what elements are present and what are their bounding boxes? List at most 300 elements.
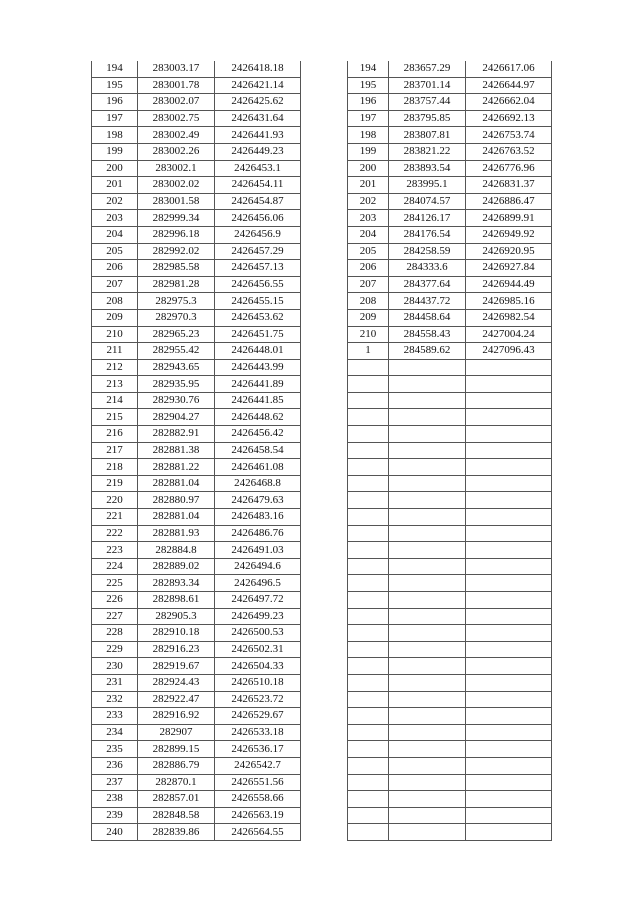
x-coordinate-cell: 284176.54 xyxy=(389,226,466,243)
point-number-cell xyxy=(348,791,389,808)
point-number-cell xyxy=(348,658,389,675)
y-coordinate-cell: 2426456.55 xyxy=(215,276,301,293)
x-coordinate-cell: 282882.91 xyxy=(138,426,215,443)
y-coordinate-cell: 2426927.84 xyxy=(466,260,552,277)
point-number-cell: 194 xyxy=(348,61,389,77)
x-coordinate-cell: 282881.93 xyxy=(138,525,215,542)
coordinate-table-right xyxy=(347,61,552,841)
x-coordinate-cell: 282884.8 xyxy=(138,542,215,559)
point-number-cell xyxy=(348,592,389,609)
table-row xyxy=(348,542,552,559)
x-coordinate-cell: 282881.38 xyxy=(138,442,215,459)
table-row xyxy=(92,807,301,824)
x-coordinate-cell xyxy=(389,791,466,808)
y-coordinate-cell: 2426920.95 xyxy=(466,243,552,260)
table-row xyxy=(348,558,552,575)
x-coordinate-cell xyxy=(389,359,466,376)
table-row xyxy=(92,459,301,476)
table-row xyxy=(348,426,552,443)
x-coordinate-cell: 282955.42 xyxy=(138,343,215,360)
table-row xyxy=(92,542,301,559)
point-number-cell xyxy=(348,475,389,492)
y-coordinate-cell: 2426454.11 xyxy=(215,177,301,194)
x-coordinate-cell: 282899.15 xyxy=(138,741,215,758)
y-coordinate-cell: 2426949.92 xyxy=(466,226,552,243)
table-row xyxy=(92,575,301,592)
x-coordinate-cell xyxy=(389,558,466,575)
x-coordinate-cell: 284458.64 xyxy=(389,309,466,326)
x-coordinate-cell: 284126.17 xyxy=(389,210,466,227)
x-coordinate-cell: 282904.27 xyxy=(138,409,215,426)
table-row xyxy=(348,376,552,393)
x-coordinate-cell xyxy=(389,426,466,443)
x-coordinate-cell: 283795.85 xyxy=(389,110,466,127)
table-row xyxy=(92,309,301,326)
point-number-cell xyxy=(348,359,389,376)
y-coordinate-cell xyxy=(466,575,552,592)
y-coordinate-cell: 2426496.5 xyxy=(215,575,301,592)
table-row xyxy=(92,708,301,725)
x-coordinate-cell: 282981.28 xyxy=(138,276,215,293)
y-coordinate-cell: 2426441.89 xyxy=(215,376,301,393)
y-coordinate-cell: 2426644.97 xyxy=(466,77,552,94)
table-row xyxy=(348,459,552,476)
point-number-cell: 205 xyxy=(348,243,389,260)
y-coordinate-cell: 2426418.18 xyxy=(215,61,301,77)
x-coordinate-cell xyxy=(389,625,466,642)
y-coordinate-cell xyxy=(466,741,552,758)
y-coordinate-cell: 2426491.03 xyxy=(215,542,301,559)
x-coordinate-cell: 283701.14 xyxy=(389,77,466,94)
point-number-cell: 211 xyxy=(92,343,138,360)
point-number-cell xyxy=(348,708,389,725)
y-coordinate-cell xyxy=(466,708,552,725)
x-coordinate-cell: 284589.62 xyxy=(389,343,466,360)
table-row xyxy=(92,94,301,111)
table-row xyxy=(92,674,301,691)
table-row xyxy=(92,276,301,293)
table-row xyxy=(348,409,552,426)
point-number-cell: 216 xyxy=(92,426,138,443)
y-coordinate-cell: 2426479.63 xyxy=(215,492,301,509)
y-coordinate-cell: 2426458.54 xyxy=(215,442,301,459)
x-coordinate-cell: 282881.04 xyxy=(138,509,215,526)
point-number-cell: 200 xyxy=(348,160,389,177)
x-coordinate-cell: 284333.6 xyxy=(389,260,466,277)
y-coordinate-cell: 2426425.62 xyxy=(215,94,301,111)
y-coordinate-cell: 2426457.29 xyxy=(215,243,301,260)
x-coordinate-cell: 282881.04 xyxy=(138,475,215,492)
point-number-cell: 238 xyxy=(92,791,138,808)
y-coordinate-cell: 2426776.96 xyxy=(466,160,552,177)
point-number-cell xyxy=(348,774,389,791)
point-number-cell: 203 xyxy=(348,210,389,227)
point-number-cell xyxy=(348,608,389,625)
y-coordinate-cell: 2426662.04 xyxy=(466,94,552,111)
y-coordinate-cell xyxy=(466,791,552,808)
y-coordinate-cell xyxy=(466,691,552,708)
table-row xyxy=(348,824,552,841)
table-row xyxy=(348,143,552,160)
x-coordinate-cell xyxy=(389,824,466,841)
point-number-cell: 240 xyxy=(92,824,138,841)
table-row xyxy=(348,177,552,194)
point-number-cell: 208 xyxy=(92,293,138,310)
point-number-cell xyxy=(348,558,389,575)
table-row xyxy=(348,293,552,310)
y-coordinate-cell: 2426456.9 xyxy=(215,226,301,243)
table-row xyxy=(348,658,552,675)
y-coordinate-cell: 2426692.13 xyxy=(466,110,552,127)
table-row xyxy=(348,77,552,94)
table-row xyxy=(348,210,552,227)
y-coordinate-cell xyxy=(466,459,552,476)
table-row xyxy=(348,791,552,808)
table-row xyxy=(92,260,301,277)
table-row xyxy=(348,724,552,741)
table-row xyxy=(348,343,552,360)
point-number-cell: 199 xyxy=(92,143,138,160)
point-number-cell xyxy=(348,575,389,592)
point-number-cell: 195 xyxy=(348,77,389,94)
point-number-cell: 237 xyxy=(92,774,138,791)
point-number-cell xyxy=(348,625,389,642)
point-number-cell: 228 xyxy=(92,625,138,642)
table-row xyxy=(348,226,552,243)
y-coordinate-cell xyxy=(466,475,552,492)
table-row xyxy=(92,177,301,194)
point-number-cell xyxy=(348,525,389,542)
point-number-cell xyxy=(348,542,389,559)
x-coordinate-cell: 282965.23 xyxy=(138,326,215,343)
y-coordinate-cell: 2426443.99 xyxy=(215,359,301,376)
table-row xyxy=(92,525,301,542)
y-coordinate-cell: 2426500.53 xyxy=(215,625,301,642)
y-coordinate-cell xyxy=(466,658,552,675)
table-row xyxy=(92,293,301,310)
point-number-cell: 220 xyxy=(92,492,138,509)
point-number-cell: 210 xyxy=(348,326,389,343)
point-number-cell: 197 xyxy=(348,110,389,127)
table-row xyxy=(348,61,552,77)
point-number-cell: 227 xyxy=(92,608,138,625)
x-coordinate-cell: 284074.57 xyxy=(389,193,466,210)
y-coordinate-cell xyxy=(466,376,552,393)
table-row xyxy=(92,691,301,708)
point-number-cell xyxy=(348,691,389,708)
x-coordinate-cell: 283001.58 xyxy=(138,193,215,210)
x-coordinate-cell: 282881.22 xyxy=(138,459,215,476)
y-coordinate-cell: 2426448.62 xyxy=(215,409,301,426)
x-coordinate-cell: 283995.1 xyxy=(389,177,466,194)
point-number-cell: 209 xyxy=(92,309,138,326)
point-number-cell xyxy=(348,757,389,774)
point-number-cell: 204 xyxy=(348,226,389,243)
y-coordinate-cell xyxy=(466,359,552,376)
table-row xyxy=(92,509,301,526)
x-coordinate-cell: 282898.61 xyxy=(138,592,215,609)
x-coordinate-cell: 283002.26 xyxy=(138,143,215,160)
x-coordinate-cell xyxy=(389,658,466,675)
table-row xyxy=(92,226,301,243)
point-number-cell: 230 xyxy=(92,658,138,675)
y-coordinate-cell: 2426449.23 xyxy=(215,143,301,160)
point-number-cell: 201 xyxy=(92,177,138,194)
y-coordinate-cell xyxy=(466,807,552,824)
y-coordinate-cell xyxy=(466,492,552,509)
x-coordinate-cell: 282905.3 xyxy=(138,608,215,625)
y-coordinate-cell: 2426944.49 xyxy=(466,276,552,293)
point-number-cell: 214 xyxy=(92,392,138,409)
x-coordinate-cell: 283001.78 xyxy=(138,77,215,94)
y-coordinate-cell xyxy=(466,824,552,841)
y-coordinate-cell xyxy=(466,409,552,426)
x-coordinate-cell xyxy=(389,525,466,542)
y-coordinate-cell: 2426753.74 xyxy=(466,127,552,144)
point-number-cell: 219 xyxy=(92,475,138,492)
table-row xyxy=(92,492,301,509)
table-row xyxy=(92,392,301,409)
table-row xyxy=(92,343,301,360)
table-row xyxy=(348,326,552,343)
y-coordinate-cell: 2426982.54 xyxy=(466,309,552,326)
point-number-cell: 202 xyxy=(348,193,389,210)
y-coordinate-cell: 2426453.62 xyxy=(215,309,301,326)
point-number-cell: 224 xyxy=(92,558,138,575)
point-number-cell xyxy=(348,409,389,426)
x-coordinate-cell: 282916.23 xyxy=(138,641,215,658)
x-coordinate-cell xyxy=(389,724,466,741)
x-coordinate-cell: 283002.02 xyxy=(138,177,215,194)
x-coordinate-cell xyxy=(389,409,466,426)
y-coordinate-cell xyxy=(466,592,552,609)
point-number-cell: 215 xyxy=(92,409,138,426)
x-coordinate-cell: 283002.49 xyxy=(138,127,215,144)
x-coordinate-cell: 283657.29 xyxy=(389,61,466,77)
y-coordinate-cell: 2426486.76 xyxy=(215,525,301,542)
table-row xyxy=(92,824,301,841)
x-coordinate-cell xyxy=(389,542,466,559)
x-coordinate-cell: 282992.02 xyxy=(138,243,215,260)
x-coordinate-cell xyxy=(389,741,466,758)
y-coordinate-cell: 2426536.17 xyxy=(215,741,301,758)
x-coordinate-cell: 282910.18 xyxy=(138,625,215,642)
x-coordinate-cell: 282924.43 xyxy=(138,674,215,691)
table-row xyxy=(348,575,552,592)
x-coordinate-cell xyxy=(389,774,466,791)
y-coordinate-cell: 2426533.18 xyxy=(215,724,301,741)
x-coordinate-cell: 282935.95 xyxy=(138,376,215,393)
y-coordinate-cell xyxy=(466,608,552,625)
point-number-cell: 207 xyxy=(92,276,138,293)
x-coordinate-cell: 283821.22 xyxy=(389,143,466,160)
x-coordinate-cell: 283002.75 xyxy=(138,110,215,127)
y-coordinate-cell xyxy=(466,426,552,443)
y-coordinate-cell xyxy=(466,509,552,526)
x-coordinate-cell xyxy=(389,442,466,459)
y-coordinate-cell: 2426441.93 xyxy=(215,127,301,144)
y-coordinate-cell xyxy=(466,442,552,459)
point-number-cell xyxy=(348,741,389,758)
table-row xyxy=(348,442,552,459)
table-row xyxy=(92,243,301,260)
table-row xyxy=(92,658,301,675)
table-row xyxy=(92,442,301,459)
y-coordinate-cell: 2426617.06 xyxy=(466,61,552,77)
x-coordinate-cell: 283807.81 xyxy=(389,127,466,144)
y-coordinate-cell: 2426523.72 xyxy=(215,691,301,708)
point-number-cell: 209 xyxy=(348,309,389,326)
table-row xyxy=(348,160,552,177)
y-coordinate-cell: 2426441.85 xyxy=(215,392,301,409)
point-number-cell: 235 xyxy=(92,741,138,758)
table-row xyxy=(92,193,301,210)
x-coordinate-cell: 283757.44 xyxy=(389,94,466,111)
y-coordinate-cell: 2426529.67 xyxy=(215,708,301,725)
table-row xyxy=(348,309,552,326)
coordinate-table-left xyxy=(91,61,301,841)
y-coordinate-cell: 2426551.56 xyxy=(215,774,301,791)
x-coordinate-cell: 282999.34 xyxy=(138,210,215,227)
x-coordinate-cell: 282857.01 xyxy=(138,791,215,808)
y-coordinate-cell: 2426468.8 xyxy=(215,475,301,492)
x-coordinate-cell: 282922.47 xyxy=(138,691,215,708)
point-number-cell: 212 xyxy=(92,359,138,376)
y-coordinate-cell: 2426886.47 xyxy=(466,193,552,210)
table-row xyxy=(92,757,301,774)
x-coordinate-cell: 283003.17 xyxy=(138,61,215,77)
table-row xyxy=(92,210,301,227)
x-coordinate-cell: 284258.59 xyxy=(389,243,466,260)
table-row xyxy=(348,741,552,758)
table-row xyxy=(92,359,301,376)
x-coordinate-cell: 282848.58 xyxy=(138,807,215,824)
x-coordinate-cell xyxy=(389,807,466,824)
table-row xyxy=(92,475,301,492)
y-coordinate-cell: 2426457.13 xyxy=(215,260,301,277)
y-coordinate-cell xyxy=(466,724,552,741)
point-number-cell: 203 xyxy=(92,210,138,227)
point-number-cell: 201 xyxy=(348,177,389,194)
x-coordinate-cell xyxy=(389,392,466,409)
y-coordinate-cell xyxy=(466,774,552,791)
y-coordinate-cell: 2426564.55 xyxy=(215,824,301,841)
point-number-cell xyxy=(348,824,389,841)
table-row xyxy=(348,193,552,210)
point-number-cell: 194 xyxy=(92,61,138,77)
point-number-cell: 208 xyxy=(348,293,389,310)
table-row xyxy=(92,127,301,144)
table-row xyxy=(348,625,552,642)
y-coordinate-cell: 2426899.91 xyxy=(466,210,552,227)
table-row xyxy=(348,691,552,708)
x-coordinate-cell xyxy=(389,575,466,592)
point-number-cell xyxy=(348,807,389,824)
table-row xyxy=(92,741,301,758)
table-row xyxy=(348,475,552,492)
table-row xyxy=(348,774,552,791)
point-number-cell: 231 xyxy=(92,674,138,691)
x-coordinate-cell: 282907 xyxy=(138,724,215,741)
y-coordinate-cell: 2426483.16 xyxy=(215,509,301,526)
y-coordinate-cell: 2426448.01 xyxy=(215,343,301,360)
x-coordinate-cell: 282975.3 xyxy=(138,293,215,310)
table-row xyxy=(92,625,301,642)
y-coordinate-cell: 2426831.37 xyxy=(466,177,552,194)
point-number-cell: 206 xyxy=(348,260,389,277)
x-coordinate-cell: 282870.1 xyxy=(138,774,215,791)
point-number-cell: 200 xyxy=(92,160,138,177)
point-number-cell: 196 xyxy=(348,94,389,111)
table-row xyxy=(348,492,552,509)
table-row xyxy=(92,61,301,77)
x-coordinate-cell xyxy=(389,475,466,492)
table-row xyxy=(348,807,552,824)
table-row xyxy=(92,77,301,94)
point-number-cell: 198 xyxy=(92,127,138,144)
point-number-cell: 202 xyxy=(92,193,138,210)
table-row xyxy=(92,143,301,160)
y-coordinate-cell: 2426510.18 xyxy=(215,674,301,691)
table-row xyxy=(92,426,301,443)
point-number-cell: 204 xyxy=(92,226,138,243)
point-number-cell: 234 xyxy=(92,724,138,741)
point-number-cell: 210 xyxy=(92,326,138,343)
table-row xyxy=(348,608,552,625)
y-coordinate-cell xyxy=(466,542,552,559)
point-number-cell: 207 xyxy=(348,276,389,293)
table-row xyxy=(348,592,552,609)
point-number-cell: 232 xyxy=(92,691,138,708)
point-number-cell xyxy=(348,724,389,741)
x-coordinate-cell xyxy=(389,509,466,526)
point-number-cell xyxy=(348,641,389,658)
x-coordinate-cell xyxy=(389,674,466,691)
x-coordinate-cell: 282919.67 xyxy=(138,658,215,675)
y-coordinate-cell: 2427096.43 xyxy=(466,343,552,360)
x-coordinate-cell xyxy=(389,608,466,625)
y-coordinate-cell xyxy=(466,558,552,575)
table-row xyxy=(92,724,301,741)
y-coordinate-cell: 2426456.06 xyxy=(215,210,301,227)
y-coordinate-cell: 2426497.72 xyxy=(215,592,301,609)
point-number-cell: 229 xyxy=(92,641,138,658)
point-number-cell: 226 xyxy=(92,592,138,609)
x-coordinate-cell: 282893.34 xyxy=(138,575,215,592)
point-number-cell: 217 xyxy=(92,442,138,459)
x-coordinate-cell xyxy=(389,708,466,725)
x-coordinate-cell xyxy=(389,757,466,774)
table-row xyxy=(92,774,301,791)
point-number-cell: 196 xyxy=(92,94,138,111)
point-number-cell: 218 xyxy=(92,459,138,476)
table-row xyxy=(348,674,552,691)
y-coordinate-cell xyxy=(466,625,552,642)
table-row xyxy=(348,94,552,111)
y-coordinate-cell: 2426455.15 xyxy=(215,293,301,310)
table-row xyxy=(92,326,301,343)
table-row xyxy=(92,110,301,127)
point-number-cell xyxy=(348,392,389,409)
x-coordinate-cell: 283002.1 xyxy=(138,160,215,177)
x-coordinate-cell: 282916.92 xyxy=(138,708,215,725)
point-number-cell xyxy=(348,459,389,476)
point-number-cell xyxy=(348,674,389,691)
point-number-cell: 239 xyxy=(92,807,138,824)
table-row xyxy=(348,392,552,409)
y-coordinate-cell: 2426504.33 xyxy=(215,658,301,675)
table-row xyxy=(348,641,552,658)
